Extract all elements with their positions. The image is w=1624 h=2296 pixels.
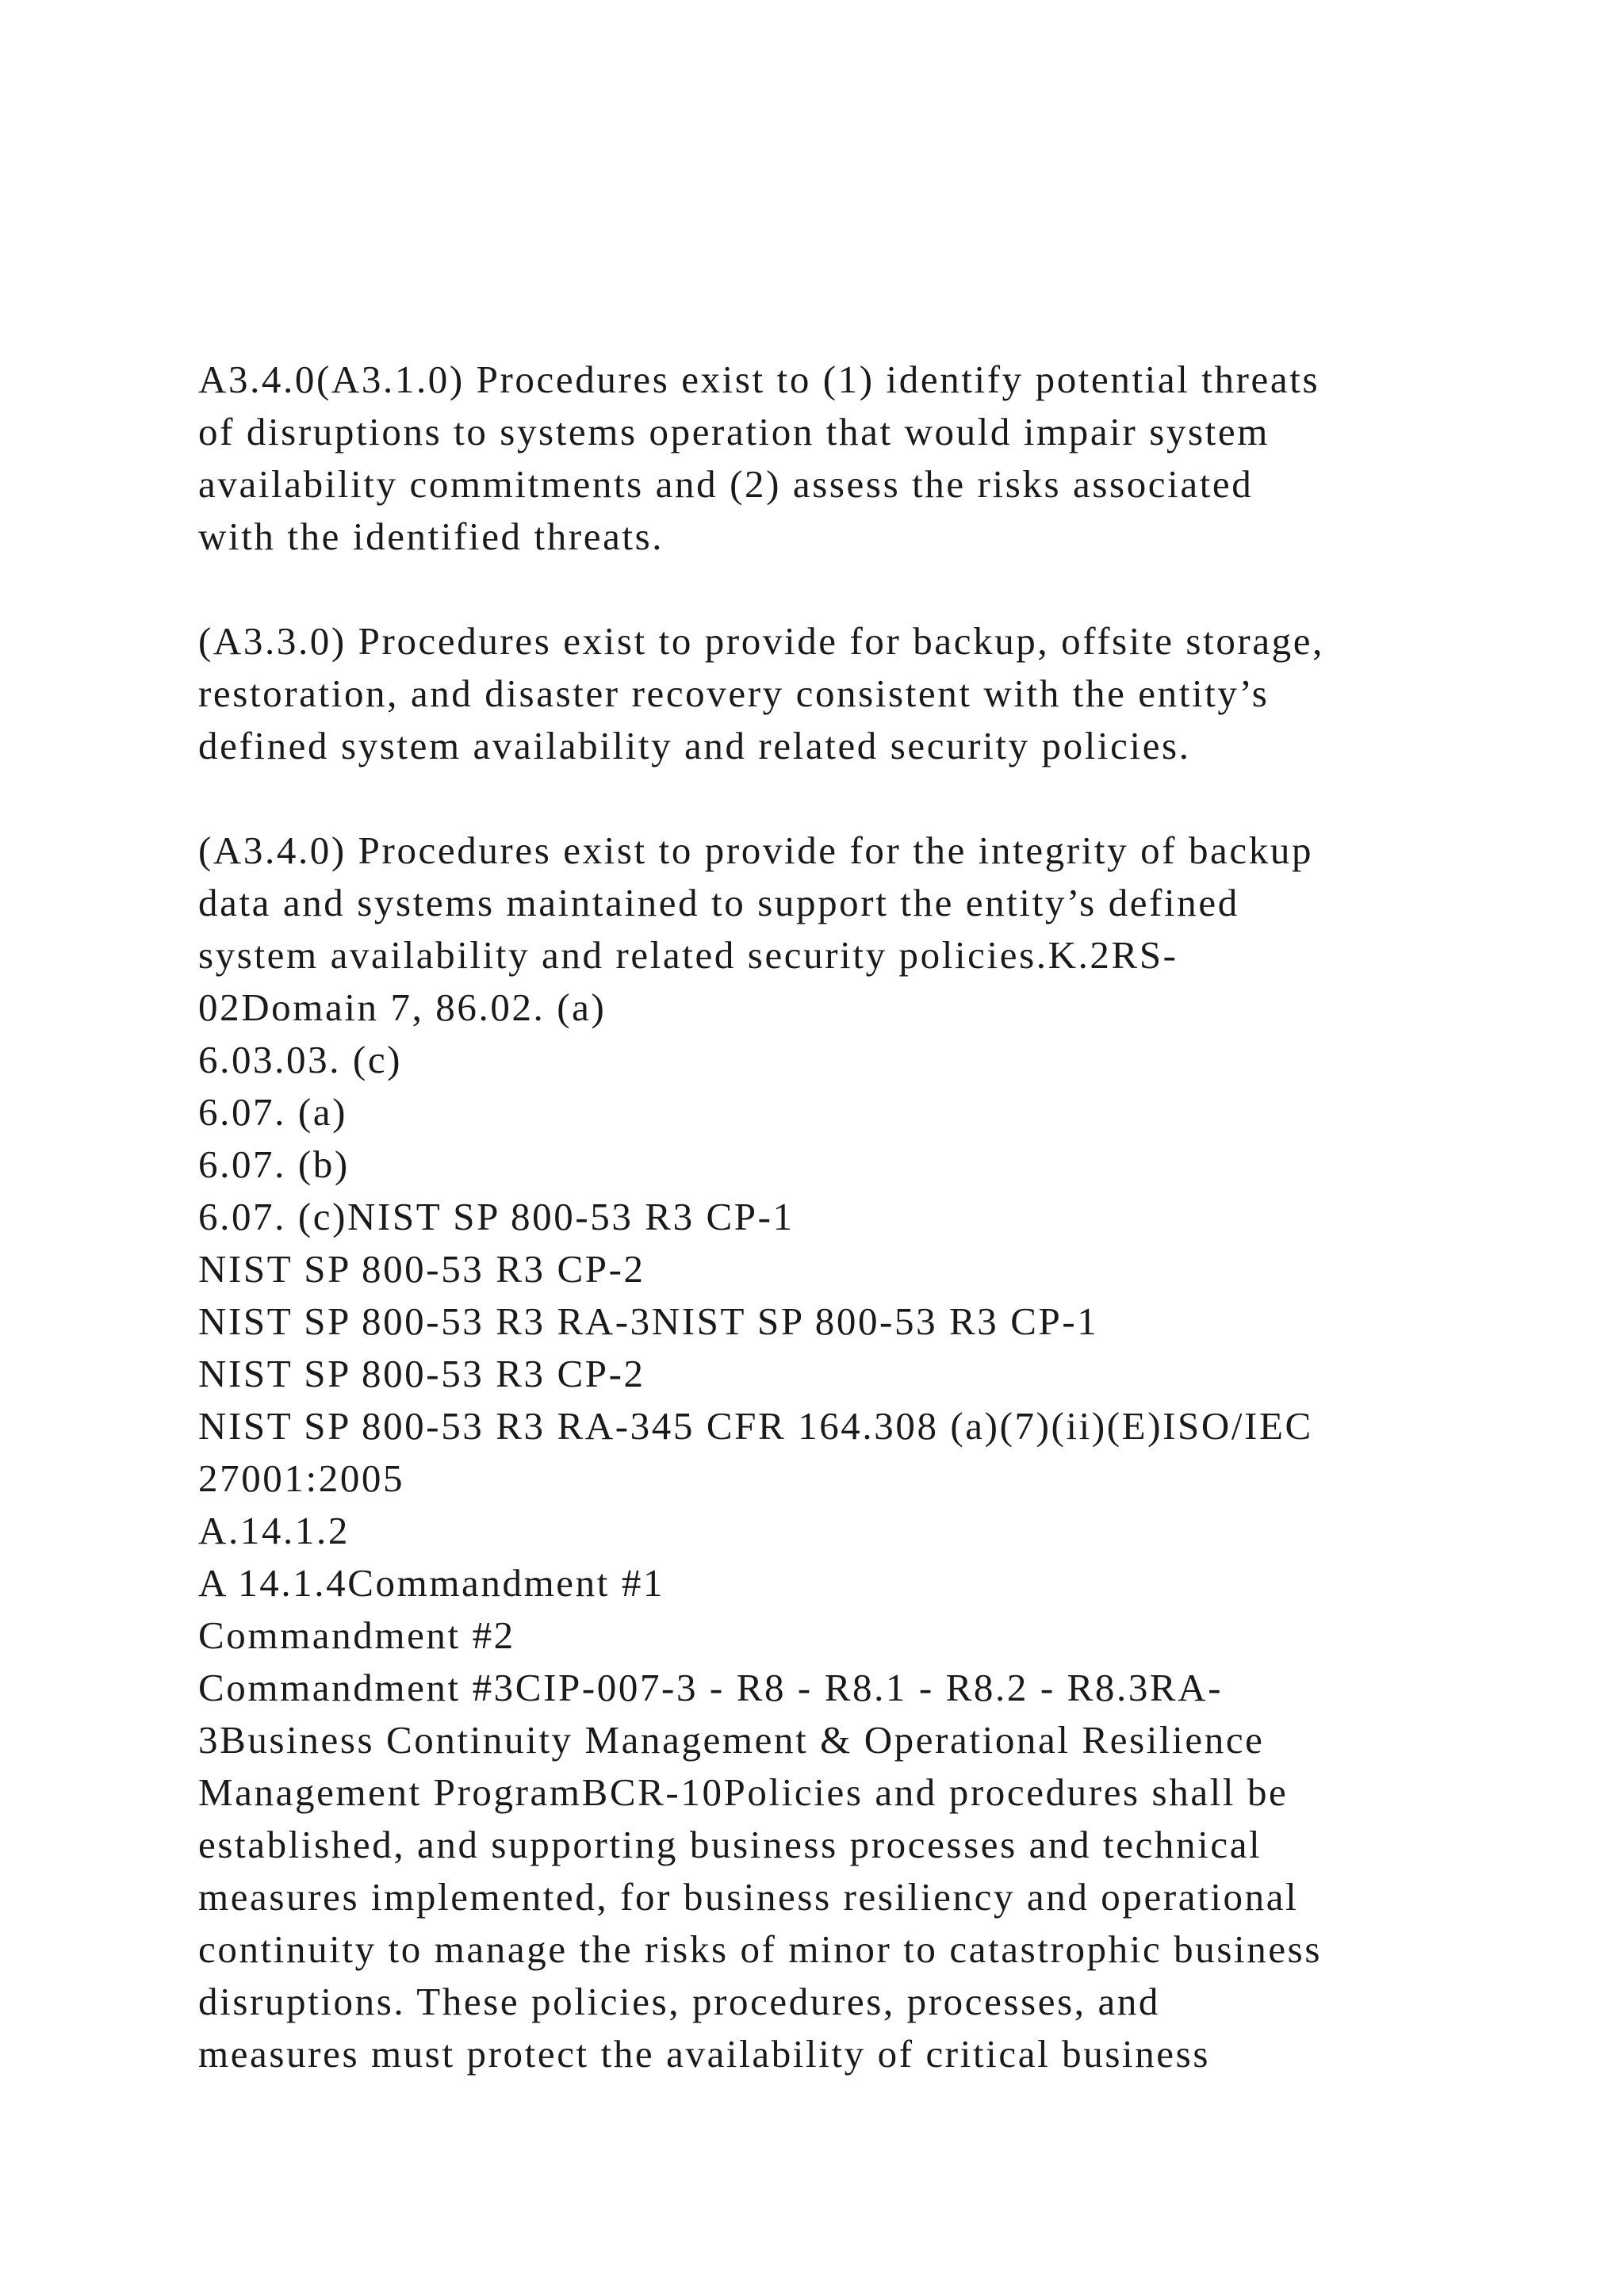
text-line: continuity to manage the risks of minor to catastrophic business (198, 1927, 1323, 1971)
text-line: (A3.4.0) Procedures exist to provide for the integrity of backup (198, 828, 1314, 872)
text-line: Management ProgramBCR-10Policies and procedures shall be (198, 1770, 1289, 1814)
text-line: availability commitments and (2) assess the risks associated (198, 462, 1254, 506)
text-line: of disruptions to systems operation that would impair system (198, 410, 1270, 453)
text-line: 3Business Continuity Management & Operational Resilience (198, 1718, 1265, 1762)
text-line: measures must protect the availability of critical business (198, 2032, 1210, 2076)
text-line: established, and supporting business processes and technical (198, 1823, 1262, 1866)
text-line: A.14.1.2 (198, 1509, 350, 1552)
text-line: data and systems maintained to support the entity’s defined (198, 881, 1239, 924)
text-line: 6.03.03. (c) (198, 1038, 403, 1081)
text-line: A3.4.0(A3.1.0) Procedures exist to (1) identify potential threats (198, 358, 1320, 401)
blank-line (198, 563, 1546, 615)
text-line: disruptions. These policies, procedures, processes, and (198, 1980, 1161, 2023)
text-line: NIST SP 800-53 R3 RA-3NIST SP 800-53 R3 CP-1 (198, 1299, 1099, 1343)
text-line: (A3.3.0) Procedures exist to provide for backup, offsite storage, (198, 619, 1324, 663)
text-line: restoration, and disaster recovery consistent with the entity’s (198, 672, 1270, 715)
text-line: NIST SP 800-53 R3 RA-345 CFR 164.308 (a)(7)(ii)(E)ISO/IEC (198, 1404, 1313, 1448)
text-line: with the identified threats. (198, 515, 665, 558)
text-line: 6.07. (b) (198, 1142, 350, 1186)
text-line: measures implemented, for business resiliency and operational (198, 1875, 1299, 1919)
text-line: Commandment #2 (198, 1613, 515, 1657)
text-line: NIST SP 800-53 R3 CP-2 (198, 1247, 645, 1291)
text-line: 02Domain 7, 86.02. (a) (198, 985, 607, 1029)
document-body (198, 354, 1546, 2080)
text-line: defined system availability and related security policies. (198, 724, 1191, 767)
text-line: 27001:2005 (198, 1456, 405, 1500)
text-line: 6.07. (a) (198, 1090, 348, 1134)
blank-line (198, 772, 1546, 825)
text-line: A 14.1.4Commandment #1 (198, 1561, 665, 1605)
text-line: NIST SP 800-53 R3 CP-2 (198, 1352, 645, 1395)
text-line: 6.07. (c)NIST SP 800-53 R3 CP-1 (198, 1195, 795, 1238)
text-line: system availability and related security policies.K.2RS- (198, 933, 1178, 977)
text-line: Commandment #3CIP-007-3 - R8 - R8.1 - R8.2 - R8.3RA- (198, 1666, 1224, 1709)
